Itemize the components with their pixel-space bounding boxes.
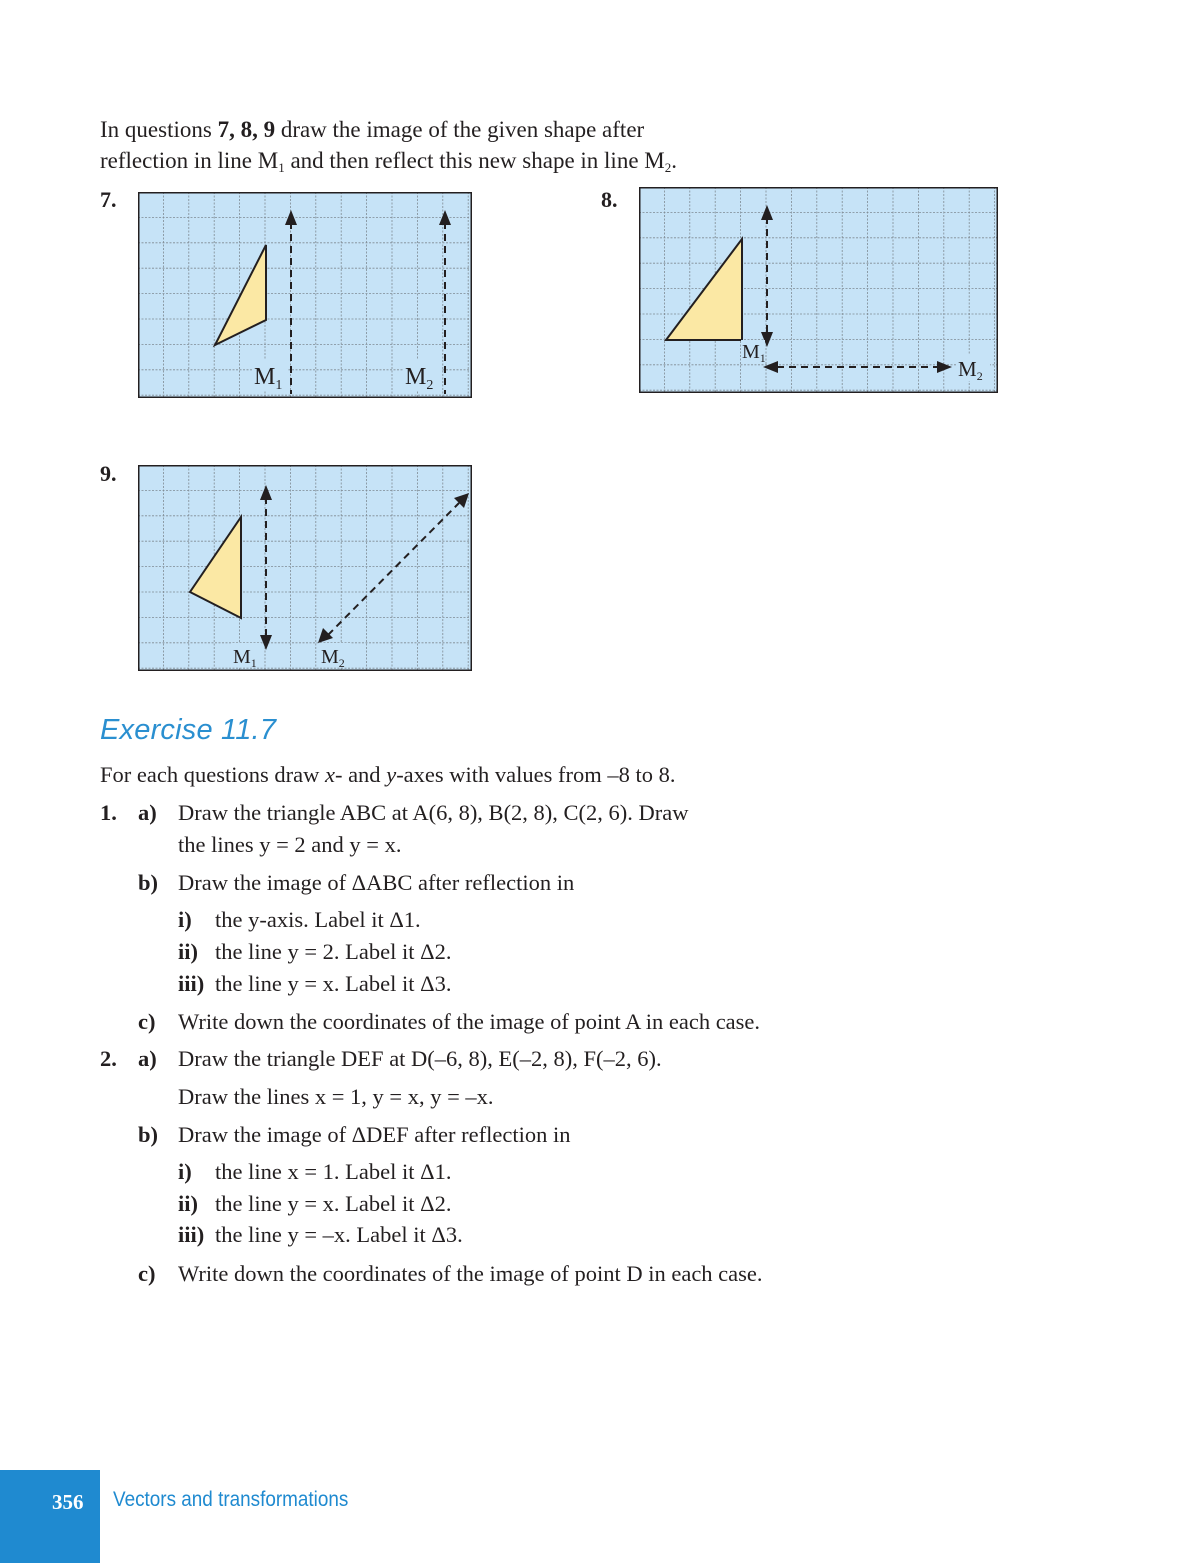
chapter-title: Vectors and transformations — [113, 1488, 349, 1511]
q2-a-label: a) — [138, 1046, 157, 1071]
q1-a-label: a) — [138, 800, 157, 825]
question-7-number: 7. — [100, 187, 117, 212]
q2-b-label: b) — [138, 1122, 159, 1147]
q1-b-text: Draw the image of ΔABC after reflection in — [178, 870, 575, 895]
intro-paragraph — [100, 114, 860, 183]
q1-c-label: c) — [138, 1009, 156, 1034]
q2-b-i-label: i) — [178, 1159, 192, 1184]
label-m1: $M_1$ — [742, 341, 766, 365]
intro-line-1: In questions 7, 8, 9 draw the image of the given shape after — [100, 117, 645, 142]
exercise-title: Exercise 11.7 — [100, 714, 277, 746]
q2-b-ii-label: ii) — [178, 1191, 198, 1216]
q2-number: 2. — [100, 1046, 117, 1071]
q2-b-i-text: the line x = 1. Label it Δ1. — [215, 1159, 452, 1184]
q1-b-i-label: i) — [178, 907, 192, 932]
label-m1: $M_1$ — [233, 646, 257, 670]
page-number: 356 — [52, 1490, 84, 1514]
label-m2: $M_2$ — [321, 646, 345, 670]
grid-background — [138, 465, 472, 671]
label-m2: M2 — [958, 357, 983, 383]
q1-c-text: Write down the coordinates of the image of point A in each case. — [178, 1009, 761, 1034]
question-9-number: 9. — [100, 461, 117, 486]
q1-b-ii-label: ii) — [178, 939, 198, 964]
q1-a-text-1: Draw the triangle ABC at A(6, 8), B(2, 8), C(2, 6). Draw — [178, 800, 689, 825]
footer-page-tab — [0, 1470, 100, 1563]
exercise-instructions: For each questions draw x- and y-axes with values from –8 to 8. — [100, 762, 676, 787]
q2-c-label: c) — [138, 1261, 156, 1286]
q1-b-iii-text: the line y = x. Label it Δ3. — [215, 971, 452, 996]
q2-b-ii-text: the line y = x. Label it Δ2. — [215, 1191, 452, 1216]
q2-b-text: Draw the image of ΔDEF after reflection in — [178, 1122, 571, 1147]
q2-c-text: Write down the coordinates of the image of point D in each case. — [178, 1261, 763, 1286]
grid-background — [639, 187, 998, 393]
label-m2: $M_2$ — [405, 364, 434, 393]
question-8-number: 8. — [601, 187, 618, 212]
question-9-figure — [138, 465, 472, 671]
q1-b-i-text: the y-axis. Label it Δ1. — [215, 907, 421, 932]
q2-b-iii-text: the line y = –x. Label it Δ3. — [215, 1222, 463, 1247]
intro-line-2: reflection in line $M_1$ and then reflect this new shape in line $M_2$. — [100, 148, 677, 175]
q1-number: 1. — [100, 800, 117, 825]
q1-a-text-2: the lines y = 2 and y = x. — [178, 832, 402, 857]
q1-b-iii-label: iii) — [178, 971, 205, 996]
q2-b-iii-label: iii) — [178, 1222, 205, 1247]
q1-b-ii-text: the line y = 2. Label it Δ2. — [215, 939, 452, 964]
label-m1: $M_1$ — [254, 364, 283, 393]
q2-a-text-1: Draw the triangle DEF at D(–6, 8), E(–2, 8), F(–2, 6). — [178, 1046, 662, 1071]
q1-b-label: b) — [138, 870, 159, 895]
question-8-figure — [639, 187, 998, 393]
question-7-figure — [138, 192, 472, 398]
q2-a-text-2: Draw the lines x = 1, y = x, y = –x. — [178, 1084, 494, 1109]
